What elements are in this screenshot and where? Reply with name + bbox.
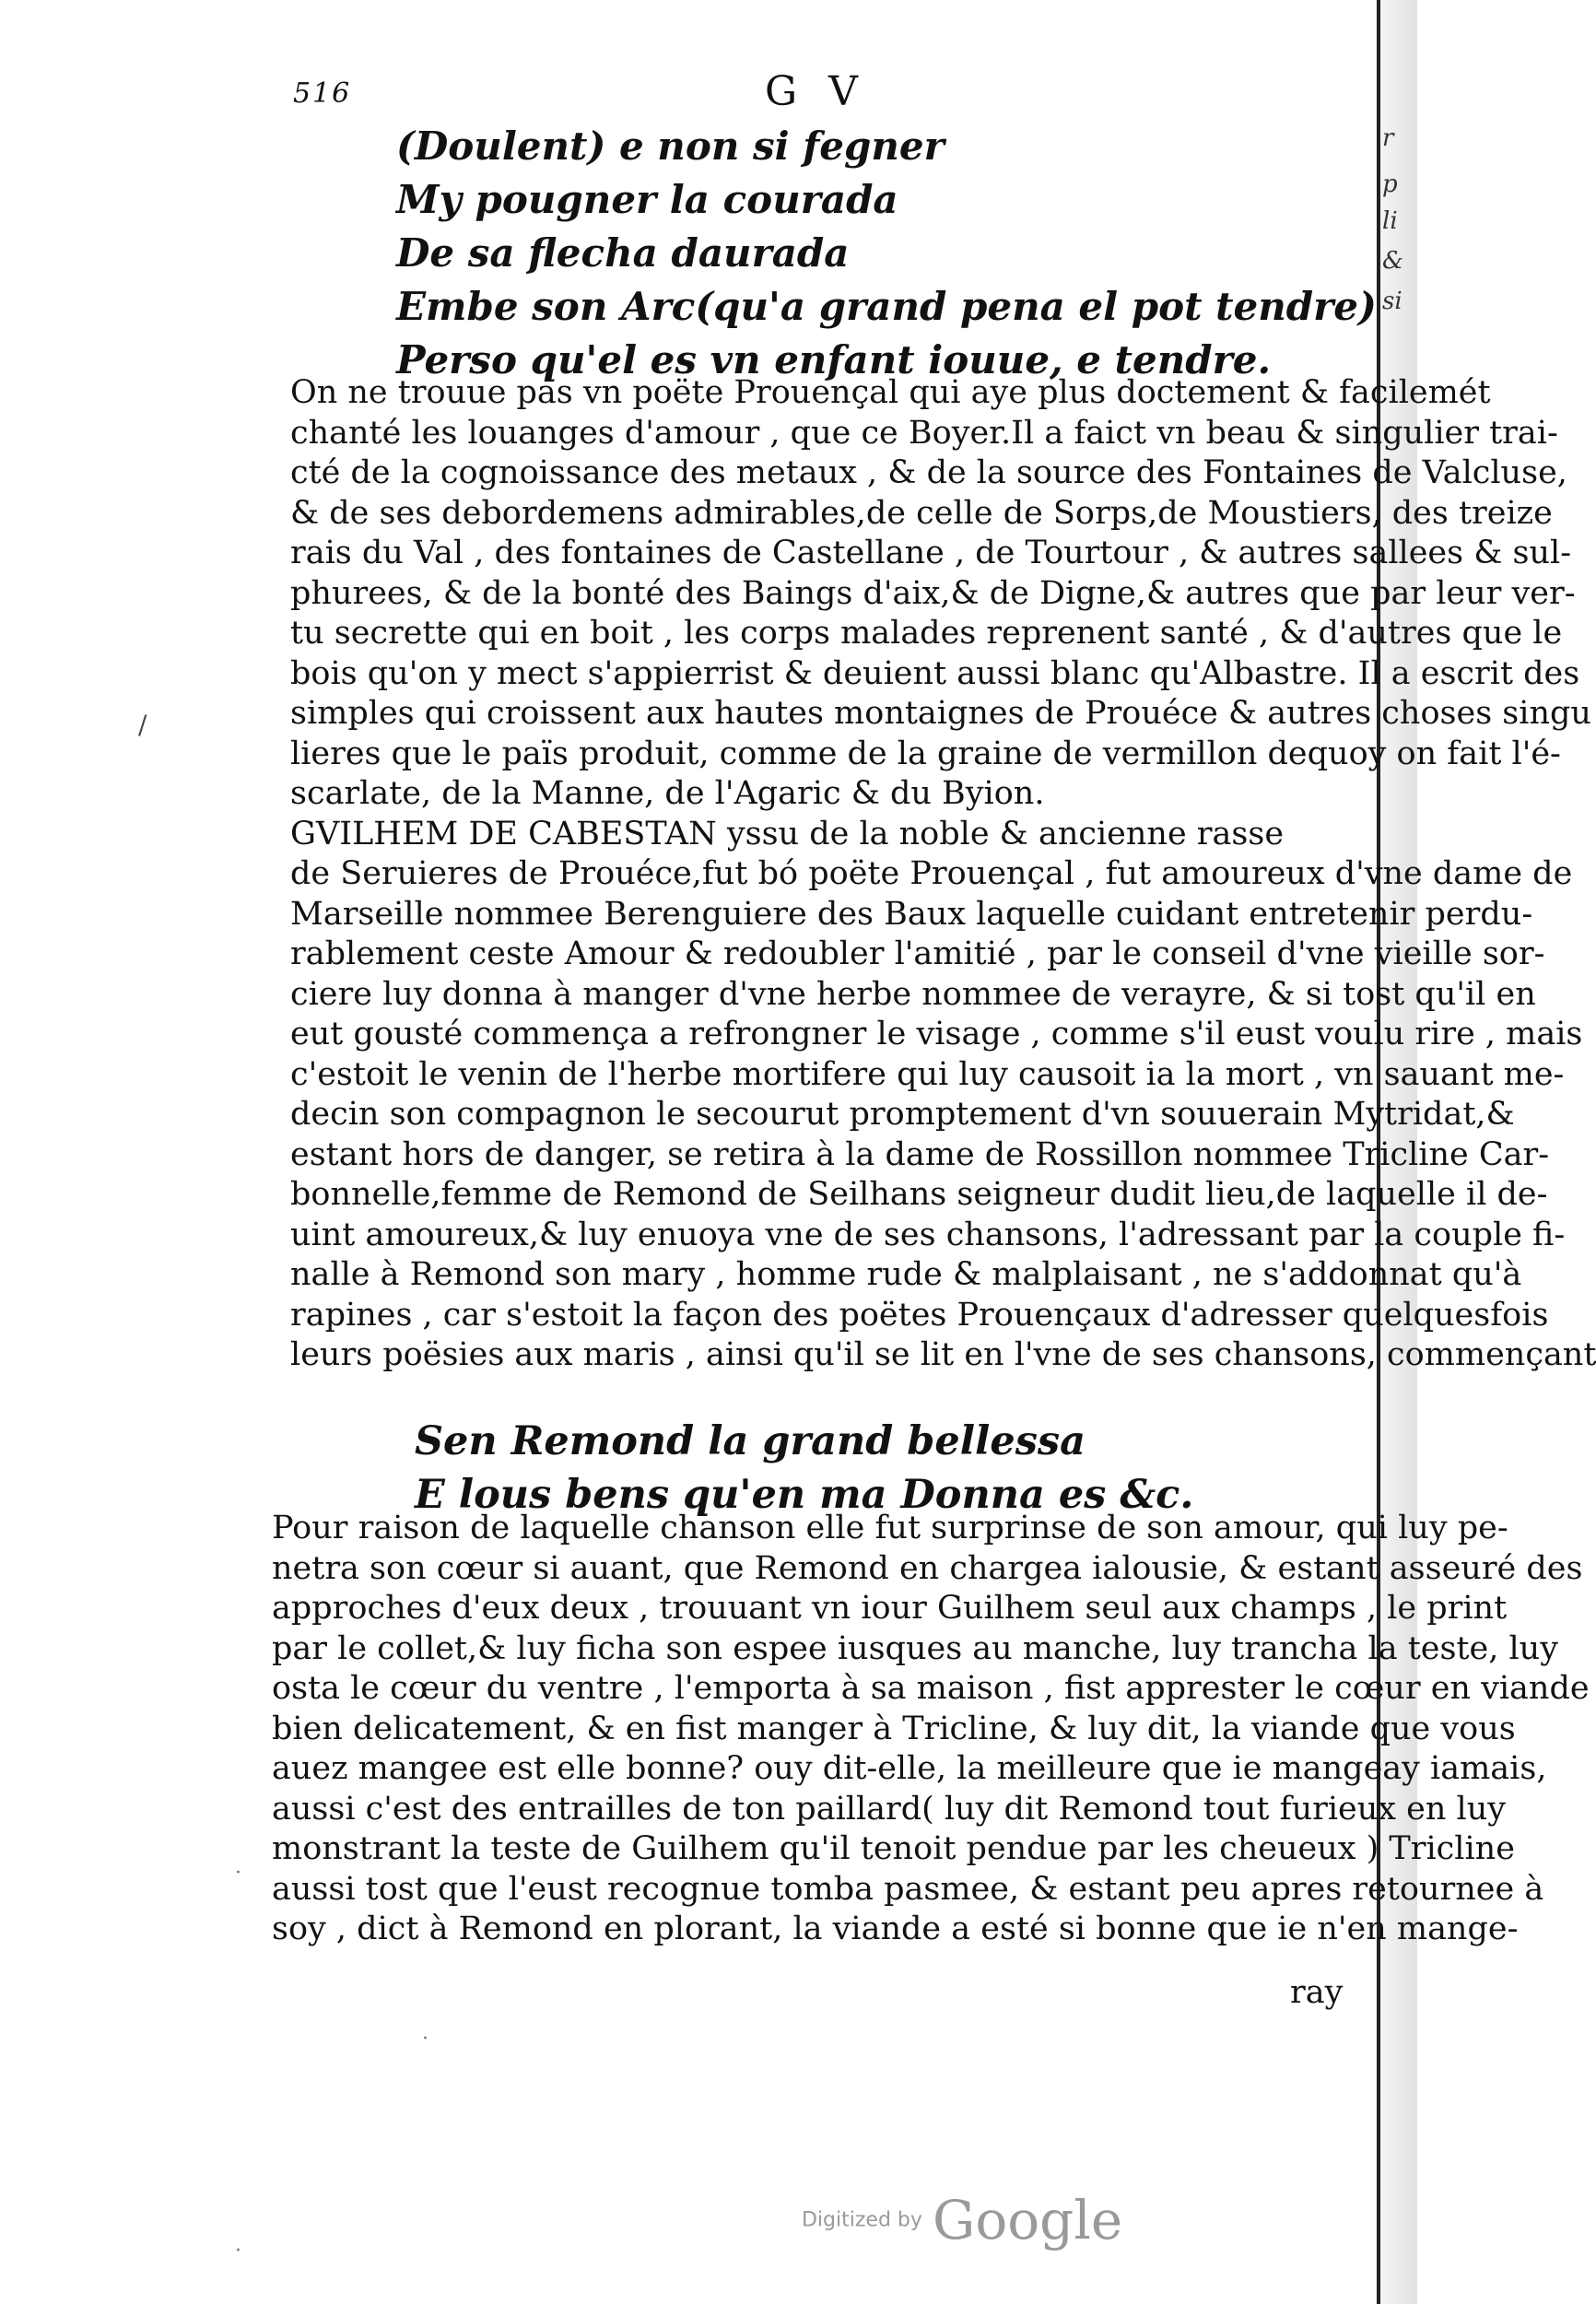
stray-mark: · (422, 2028, 428, 2051)
verse-line: De sa flecha daurada (396, 230, 850, 276)
stray-mark: · (235, 2239, 241, 2263)
margin-note-right: si (1382, 288, 1402, 315)
text-line: bonnelle,femme de Remond de Seilhans seigneur dudit lieu,de laquelle il de- (290, 1176, 1548, 1213)
prose-block-1 (290, 373, 1596, 1376)
text-line: scarlate, de la Manne, de l'Agaric & du Byion. (290, 775, 1045, 812)
margin-note-right: r (1382, 124, 1394, 152)
verse-line: (Doulent) e non si fegner (396, 123, 945, 169)
text-line: Marseille nommee Berenguiere des Baux laquelle cuidant entretenir perdu- (290, 895, 1533, 933)
text-line: soy , dict à Remond en plorant, la viande a esté si bonne que ie n'en mange- (272, 1910, 1519, 1947)
verse-line: E lous bens qu'en ma Donna es &c. (415, 1472, 1194, 1518)
digitization-watermark (802, 2189, 1122, 2251)
text-line: monstrant la teste de Guilhem qu'il tenoit pendue par les cheueux ) Tricline (272, 1830, 1515, 1867)
verse-line: Sen Remond la grand bellessa (415, 1418, 1086, 1464)
text-line: chanté les louanges d'amour , que ce Boyer.Il a faict vn beau & singulier trai- (290, 414, 1558, 452)
verse-block-2 (415, 1415, 1193, 1522)
entry-heading-line: GVILHEM DE CABESTAN yssu de la noble & ancienne rasse (290, 815, 1285, 852)
text-line: lieres que le païs produit, comme de la graine de vermillon dequoy on fait l'é- (290, 735, 1561, 772)
catchword: ray (1290, 1974, 1344, 2011)
running-head: G V (765, 68, 867, 115)
prose-block-2 (272, 1509, 1590, 1950)
text-line: cté de la cognoissance des metaux , & de la source des Fontaines de Valcluse, (290, 454, 1567, 491)
verse-line: My pougner la courada (396, 177, 898, 222)
text-line: & de ses debordemens admirables,de celle de Sorps,de Moustiers, des treize (290, 494, 1553, 532)
text-line: phurees, & de la bonté des Baings d'aix,& de Digne,& autres que par leur ver- (290, 574, 1576, 612)
text-line: bois qu'on y mect s'appierrist & deuient aussi blanc qu'Albastre. Il a escrit des (290, 654, 1580, 692)
verse-block-1 (396, 120, 1377, 387)
text-line: uint amoureux,& luy enuoya vne de ses chansons, l'adressant par la couple fi- (290, 1216, 1566, 1253)
text-line: simples qui croissent aux hautes montaignes de Prouéce & autres choses singu (290, 695, 1591, 732)
text-line: rapines , car s'estoit la façon des poëtes Prouençaux d'adresser quelquesfois (290, 1296, 1549, 1334)
text-line: auez mangee est elle bonne? ouy dit-elle, la meilleure que ie mangeay iamais, (272, 1750, 1547, 1787)
text-line: bien delicatement, & en fist manger à Tricline, & luy dit, la viande que vous (272, 1710, 1516, 1747)
margin-note-right: p (1382, 170, 1398, 198)
text-line: par le collet,& luy ficha son espee iusques au manche, luy trancha la teste, luy (272, 1629, 1558, 1667)
text-line: de Seruieres de Prouéce,fut bó poëte Prouençal , fut amoureux d'vne dame de (290, 855, 1573, 892)
text-line: nalle à Remond son mary , homme rude & malplaisant , ne s'addonnat qu'à (290, 1256, 1522, 1293)
text-line: netra son cœur si auant, que Remond en chargea ialousie, & estant asseuré des (272, 1549, 1583, 1587)
text-line: eut gousté commença a refrongner le visage , comme s'il eust voulu rire , mais (290, 1016, 1583, 1052)
watermark-brand: Google (933, 2189, 1123, 2251)
page-number: 516 (293, 77, 352, 110)
text-line: c'estoit le venin de l'herbe mortifere qui luy causoit ia la mort , vn sauant me- (290, 1055, 1565, 1093)
verse-line: Embe son Arc(qu'a grand pena el pot tendre) (396, 284, 1377, 329)
text-line: osta le cœur du ventre , l'emporta à sa maison , fist apprester le cœur en viande (272, 1670, 1590, 1707)
text-line: tu secrette qui en boit , les corps malades reprenent santé , & d'autres que le (290, 615, 1563, 652)
text-line: aussi c'est des entrailles de ton paillard( luy dit Remond tout furieux en luy (272, 1790, 1507, 1828)
margin-note-right: li (1382, 207, 1398, 235)
margin-note-right: & (1382, 247, 1404, 275)
stray-mark: · (235, 1862, 241, 1885)
text-line: On ne trouue pas vn poëte Prouençal qui aye plus doctement & facilemét (290, 374, 1491, 411)
margin-slash-mark: / (138, 710, 147, 740)
text-line: rablement ceste Amour & redoubler l'amitié , par le conseil d'vne vieille sor- (290, 935, 1545, 972)
watermark-prefix: Digitized by (802, 2208, 922, 2232)
text-line: estant hors de danger, se retira à la dame de Rossillon nommee Tricline Car- (290, 1135, 1550, 1173)
text-line: Pour raison de laquelle chanson elle fut surprinse de son amour, qui luy pe- (272, 1510, 1508, 1546)
text-line: ciere luy donna à manger d'vne herbe nommee de verayre, & si tost qu'il en (290, 975, 1536, 1013)
text-line: aussi tost que l'eust recognue tomba pasmee, & estant peu apres retournee à (272, 1870, 1544, 1908)
text-line: rais du Val , des fontaines de Castellane , de Tourtour , & autres sallees & sul- (290, 535, 1572, 571)
text-line: approches d'eux deux , trouuant vn iour Guilhem seul aux champs , le print (272, 1590, 1508, 1627)
text-line: leurs poësies aux maris , ainsi qu'il se lit en l'vne de ses chansons, commençant (290, 1336, 1596, 1373)
verse-line: Perso qu'el es vn enfant iouue, e tendre. (396, 337, 1272, 382)
text-line: decin son compagnon le secourut promptement d'vn souuerain Mytridat,& (290, 1096, 1515, 1133)
